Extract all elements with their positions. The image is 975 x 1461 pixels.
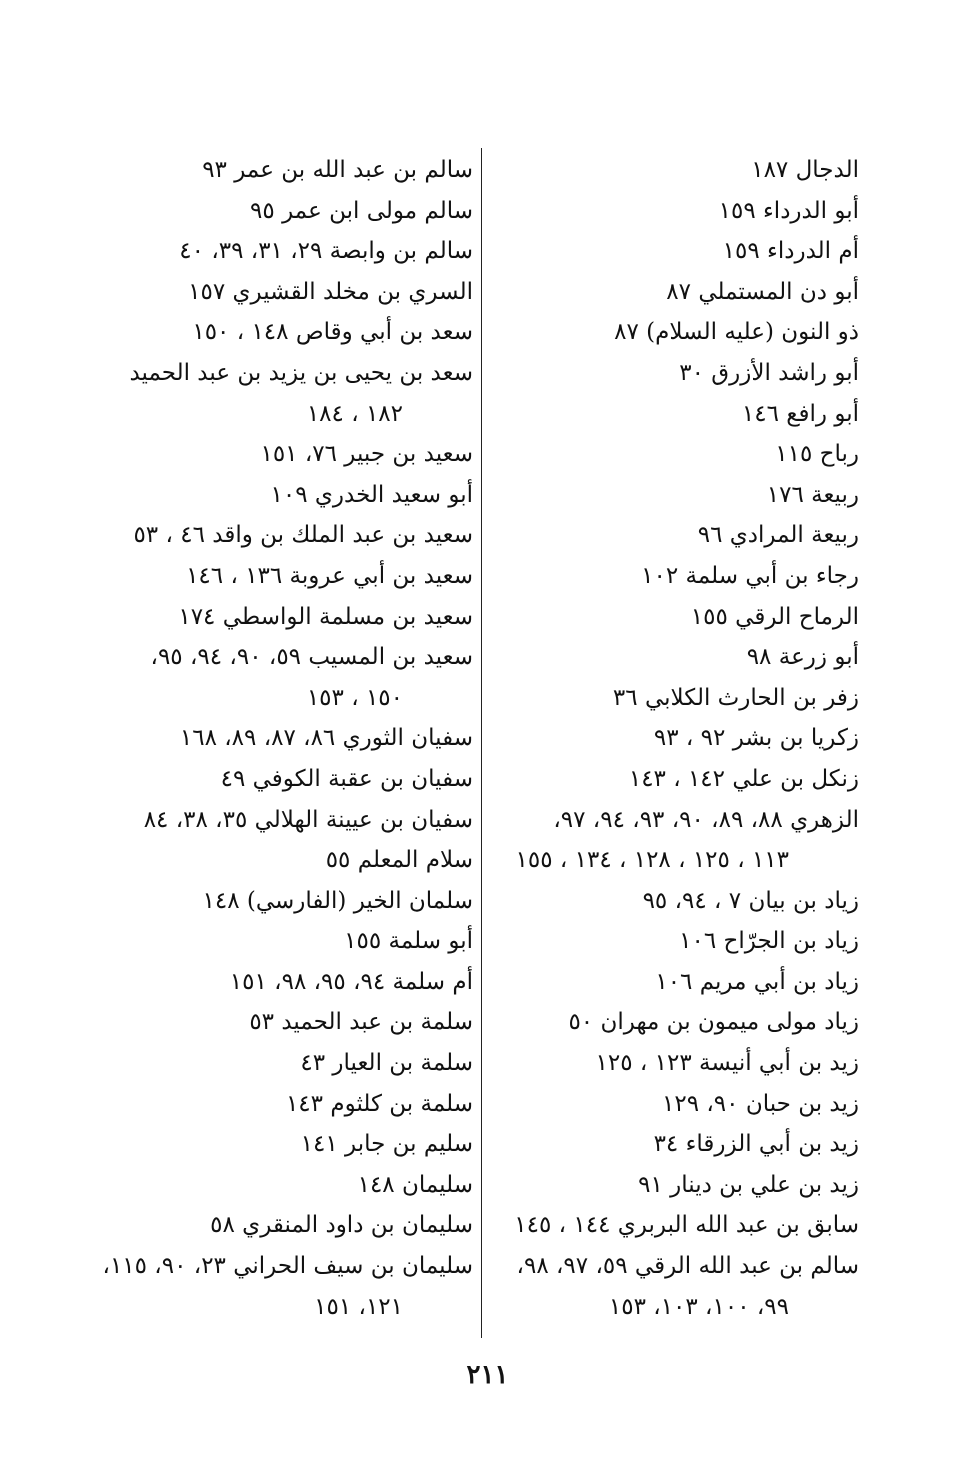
entry-text: سابق بن عبد الله البربري ١٤٤ ، ١٤٥ — [514, 1212, 859, 1239]
index-entry — [69, 962, 473, 1003]
entry-text: زياد بن بيان ٧ ، ٩٤، ٩٥ — [642, 887, 859, 914]
index-entry — [493, 150, 859, 191]
column-divider — [481, 148, 482, 1338]
index-entry — [493, 718, 859, 759]
entry-text: زفر بن الحارث الكلابي ٣٦ — [612, 684, 859, 711]
entry-text: سالم بن عبد الله بن عمر ٩٣ — [202, 157, 473, 183]
entry-text: أم سلمة ٩٤، ٩٥، ٩٨، ١٥١ — [229, 968, 473, 995]
index-entry — [69, 1002, 473, 1043]
entry-text: أبو سلمة ١٥٥ — [344, 928, 473, 955]
index-entry — [493, 475, 859, 516]
index-entry — [493, 1043, 859, 1084]
index-entry — [493, 1246, 859, 1327]
index-entry — [493, 1205, 859, 1246]
index-column-right — [493, 150, 859, 1327]
index-entry — [69, 475, 473, 516]
index-entry — [69, 515, 473, 556]
entry-text: زيد بن أبي الزرقاء ٣٤ — [653, 1131, 859, 1158]
index-entry — [493, 800, 859, 881]
entry-text: زيد بن أبي أنيسة ١٢٣ ، ١٢٥ — [595, 1050, 859, 1077]
index-entry — [493, 272, 859, 313]
index-entry — [69, 800, 473, 841]
entry-text: رباح ١١٥ — [775, 441, 859, 468]
entry-text: سعد بن أبي وقاص ١٤٨ ، ١٥٠ — [192, 319, 473, 346]
index-entry — [69, 191, 473, 232]
entry-text: سليمان ١٤٨ — [357, 1171, 473, 1198]
entry-text: سعيد بن جبير ٧٦، ١٥١ — [260, 441, 473, 468]
entry-text: زياد بن أبي مريم ١٠٦ — [655, 968, 859, 995]
entry-continuation: ١٢١، ١٥١ — [314, 1293, 403, 1320]
entry-text: سعيد بن أبي عروبة ١٣٦ ، ١٤٦ — [186, 562, 473, 589]
index-entry — [69, 1084, 473, 1125]
entry-text: سفيان بن عقبة الكوفي ٤٩ — [220, 765, 473, 792]
index-entry — [69, 1205, 473, 1246]
entry-text: زياد مولى ميمون بن مهران ٥٠ — [568, 1009, 859, 1036]
entry-text: سالم بن وابصة ٢٩، ٣١، ٣٩، ٤٠ — [179, 238, 473, 265]
index-entry — [493, 962, 859, 1003]
entry-text: الزهري ٨٨، ٨٩، ٩٠، ٩٣، ٩٤، ٩٧، — [553, 806, 859, 833]
entry-text: الرماح الرقي ١٥٥ — [690, 603, 859, 630]
index-entry — [69, 434, 473, 475]
index-entry — [493, 191, 859, 232]
entry-text: زيد بن علي بن دينار ٩١ — [638, 1171, 859, 1198]
index-entry — [69, 231, 473, 272]
entry-text: الدجال ١٨٧ — [751, 157, 859, 183]
index-entry — [493, 1124, 859, 1165]
entry-text: سعد بن يحيى بن يزيد بن عبد الحميد — [129, 359, 473, 386]
entry-text: زيد بن حبان ٩٠، ١٢٩ — [662, 1090, 859, 1117]
entry-text: سليم بن جابر ١٤١ — [300, 1131, 473, 1158]
index-entry — [493, 231, 859, 272]
index-entry — [69, 353, 473, 434]
index-entry — [493, 394, 859, 435]
index-entry — [69, 921, 473, 962]
entry-text: أبو الدرداء ١٥٩ — [718, 197, 859, 224]
index-entry — [69, 272, 473, 313]
index-entry — [493, 881, 859, 922]
entry-text: سلمة بن كلثوم ١٤٣ — [285, 1090, 473, 1117]
index-entry — [493, 921, 859, 962]
entry-text: سليمان بن داود المنقري ٥٨ — [210, 1212, 473, 1239]
entry-text: أبو دن المستملي ٨٧ — [666, 278, 859, 305]
index-entry — [493, 515, 859, 556]
index-entry — [493, 1002, 859, 1043]
entry-text: ربيعة ١٧٦ — [766, 481, 859, 508]
entry-text: سالم مولى ابن عمر ٩٥ — [250, 197, 473, 224]
entry-text: زكريا بن بشر ٩٢ ، ٩٣ — [653, 725, 859, 752]
index-entry — [69, 1124, 473, 1165]
entry-continuation: ١٥٠ ، ١٥٣ — [306, 684, 403, 711]
entry-text: سلام المعلم ٥٥ — [325, 847, 473, 874]
index-entry — [69, 840, 473, 881]
entry-text: أبو رافع ١٤٦ — [741, 400, 859, 427]
index-entry — [69, 556, 473, 597]
entry-text: سعيد بن عبد الملك بن واقد ٤٦ ، ٥٣ — [133, 522, 473, 549]
index-column-left — [69, 150, 473, 1327]
index-entry — [69, 1246, 473, 1327]
entry-text: أبو راشد الأزرق ٣٠ — [679, 359, 859, 386]
index-entry — [493, 637, 859, 678]
index-entry — [493, 1165, 859, 1206]
index-entry — [493, 556, 859, 597]
index-entry — [69, 1043, 473, 1084]
index-entry — [493, 1084, 859, 1125]
index-entry — [493, 678, 859, 719]
index-entry — [69, 1165, 473, 1206]
page-number: ٢١١ — [466, 1360, 509, 1390]
index-entry — [493, 353, 859, 394]
index-entry — [69, 881, 473, 922]
entry-text: سليمان بن سيف الحراني ٢٣، ٩٠، ١١٥، — [102, 1253, 473, 1280]
index-entry — [493, 759, 859, 800]
entry-text: أبو سعيد الخدري ١٠٩ — [270, 481, 473, 508]
entry-text: سلمان الخير (الفارسي) ١٤٨ — [202, 887, 473, 914]
entry-text: زنكل بن علي ١٤٢ ، ١٤٣ — [628, 765, 859, 792]
entry-text: سالم بن عبد الله الرقي ٥٩، ٩٧، ٩٨، — [516, 1253, 859, 1280]
entry-text: سعيد بن المسيب ٥٩، ٩٠، ٩٤، ٩٥، — [150, 644, 473, 671]
entry-text: سفيان بن عيينة الهلالي ٣٥، ٣٨، ٨٤ — [143, 806, 473, 833]
index-entry — [493, 597, 859, 638]
index-entry — [493, 434, 859, 475]
index-entry — [69, 718, 473, 759]
entry-text: أم الدرداء ١٥٩ — [722, 238, 859, 265]
entry-continuation: ١٨٢ ، ١٨٤ — [306, 400, 403, 427]
index-entry — [493, 312, 859, 353]
index-entry — [69, 637, 473, 718]
entry-text: السري بن مخلد القشيري ١٥٧ — [188, 278, 473, 305]
entry-text: سعيد بن مسلمة الواسطي ١٧٤ — [178, 603, 473, 630]
entry-continuation: ١١٣ ، ١٢٥ ، ١٢٨ ، ١٣٤ ، ١٥٥ — [515, 847, 789, 874]
entry-text: سلمة بن عبد الحميد ٥٣ — [249, 1009, 473, 1036]
entry-text: أبو زرعة ٩٨ — [746, 644, 859, 671]
index-entry — [69, 597, 473, 638]
entry-text: سفيان الثوري ٨٦، ٨٧، ٨٩، ١٦٨ — [179, 725, 473, 752]
entry-text: سلمة بن العيار ٤٣ — [300, 1050, 473, 1077]
entry-text: ربيعة المرادي ٩٦ — [697, 522, 859, 549]
index-entry — [69, 759, 473, 800]
entry-continuation: ٩٩، ١٠٠، ١٠٣، ١٥٣ — [608, 1293, 789, 1320]
entry-text: رجاء بن أبي سلمة ١٠٢ — [641, 562, 859, 589]
index-entry — [69, 150, 473, 191]
index-entry — [69, 312, 473, 353]
entry-text: ذو النون (عليه السلام) ٨٧ — [614, 319, 859, 346]
entry-text: زياد بن الجرّاح ١٠٦ — [679, 928, 859, 955]
